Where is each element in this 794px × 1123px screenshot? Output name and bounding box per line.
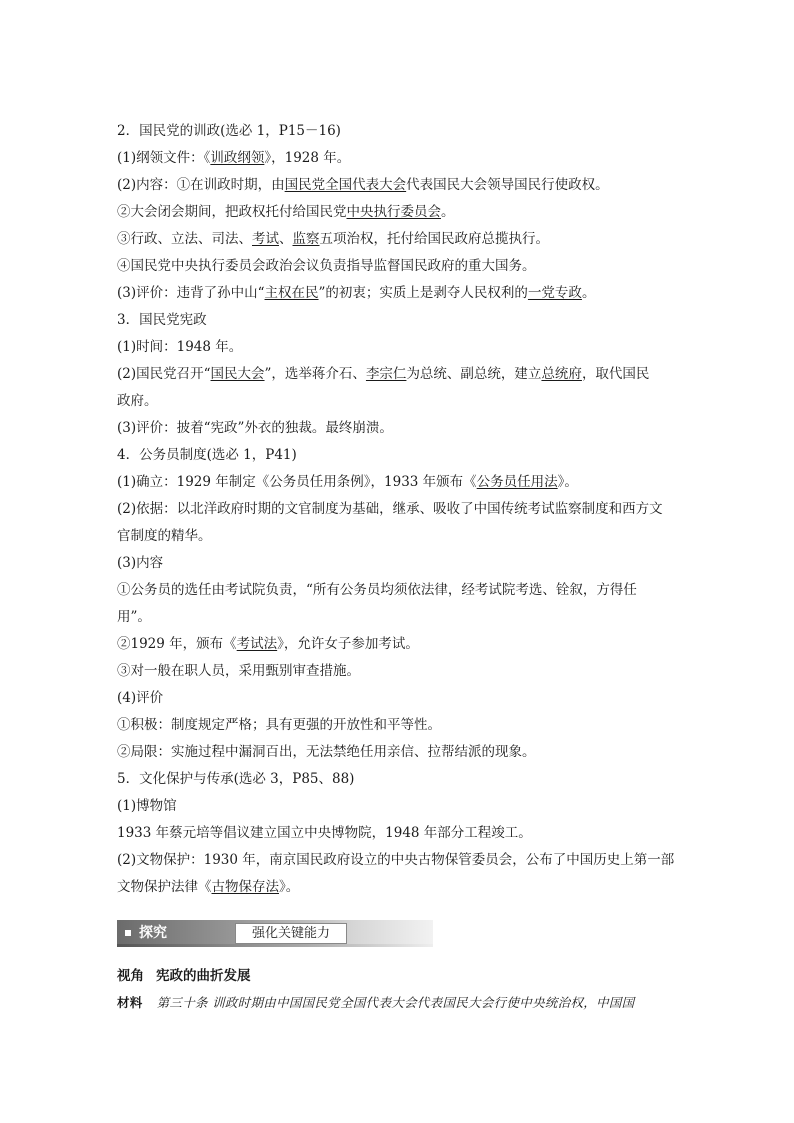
banner-underline xyxy=(117,944,433,947)
section-5-title: 5．文化保护与传承(选必 3，P85、88) xyxy=(117,771,355,787)
sec2-line-1: (1)纲领文件：《训政纲领》，1928 年。 xyxy=(117,150,351,166)
sec4-line-3: (3)内容 xyxy=(117,555,164,571)
sec2-line-3: ②大会闭会期间，把政权托付给国民党中央执行委员会。 xyxy=(117,204,455,220)
view-heading xyxy=(117,967,679,985)
sec4-line-4: ①公务员的选任由考试院负责，“所有公务员均须依法律，经考试院考选、铨叙，方得任 xyxy=(117,582,637,598)
underlined-term: 国民党全国代表大会 xyxy=(284,177,407,193)
sec5-line-1: (1)博物馆 xyxy=(117,798,177,814)
sec3-line-2: (2)国民党召开“国民大会”，选举蒋介石、李宗仁为总统、副总统，建立总统府，取代国民 xyxy=(117,366,650,382)
banner-tag-label: 探究 xyxy=(139,925,167,941)
sec4-line-1: (1)确立：1929 年制定《公务员任用条例》，1933 年颁布《公务员任用法》。 xyxy=(117,474,578,490)
sec5-line-3-cont: 文物保护法律《古物保存法》。 xyxy=(117,879,300,895)
underlined-term: 总统府 xyxy=(541,366,582,382)
underlined-term: 主权在民 xyxy=(264,285,319,301)
sec4-line-7: (4)评价 xyxy=(117,690,164,706)
underlined-term: 一党专政 xyxy=(527,285,582,301)
sec4-line-2: (2)依据：以北洋政府时期的文官制度为基础，继承、吸收了中国传统考试监察制度和西方文 xyxy=(117,501,663,517)
material-line xyxy=(117,994,679,1012)
material-text: 第三十条 训政时期由中国国民党全国代表大会代表国民大会行使中央统治权，中国国 xyxy=(156,995,635,1010)
banner-tag xyxy=(125,923,167,943)
view-title: 宪政的曲折发展 xyxy=(156,968,251,984)
sec4-line-6: ③对一般在职人员，采用甄别审查措施。 xyxy=(117,663,360,679)
banner-subtitle-box xyxy=(235,923,347,944)
underlined-term: 国民大会 xyxy=(210,366,265,382)
sec2-line-6: (3)评价：违背了孙中山“主权在民”的初衷；实质上是剥夺人民权利的一党专政。 xyxy=(117,285,596,301)
view-label: 视角 xyxy=(117,968,144,984)
section-3-title: 3．国民党宪政 xyxy=(117,312,207,328)
sec2-line-4: ③行政、立法、司法、考试、监察五项治权，托付给国民政府总揽执行。 xyxy=(117,231,549,247)
sec4-line-4-cont: 用”。 xyxy=(117,609,151,625)
section-4-title: 4．公务员制度(选必 1，P41) xyxy=(117,447,297,463)
underlined-term: 中央执行委员会 xyxy=(346,204,441,220)
underlined-term: 考试 xyxy=(252,231,279,247)
underlined-term: 李宗仁 xyxy=(365,366,407,382)
sec4-line-9: ②局限：实施过程中漏洞百出，无法禁绝任用亲信、拉帮结派的现象。 xyxy=(117,744,536,760)
sec3-line-2-cont: 政府。 xyxy=(117,393,158,409)
sec2-line-2: (2)内容：①在训政时期，由国民党全国代表大会代表国民大会领导国民行使政权。 xyxy=(117,177,609,193)
sec3-line-1: (1)时间：1948 年。 xyxy=(117,339,243,355)
banner-subtitle: 强化关键能力 xyxy=(251,926,330,941)
sec3-line-3: (3)评价：披着“宪政”外衣的独裁。最终崩溃。 xyxy=(117,420,393,436)
sec5-line-3: (2)文物保护：1930 年，南京国民政府设立的中央古物保管委员会，公布了中国历史上第一部 xyxy=(117,852,675,868)
explore-banner xyxy=(117,920,433,948)
underlined-term: 古物保存法 xyxy=(211,879,279,895)
section-2-title-text: 2．国民党的训政(选必 1，P15－16) xyxy=(117,123,341,139)
underlined-term: 公务员任用法 xyxy=(476,474,558,490)
sec2-line-5: ④国民党中央执行委员会政治会议负责指导监督国民政府的重大国务。 xyxy=(117,258,536,274)
sec5-line-2: 1933 年蔡元培等倡议建立国立中央博物院，1948 年部分工程竣工。 xyxy=(117,825,532,841)
square-bullet-icon xyxy=(125,930,131,936)
underlined-term: 训政纲领 xyxy=(210,150,265,166)
section-2-title xyxy=(117,122,679,140)
sec4-line-8: ①积极：制度规定严格；具有更强的开放性和平等性。 xyxy=(117,717,441,733)
underlined-term: 考试法 xyxy=(236,636,278,652)
sec4-line-5: ②1929 年，颁布《考试法》，允许女子参加考试。 xyxy=(117,636,419,652)
underlined-term: 监察 xyxy=(292,231,320,247)
material-label: 材料 xyxy=(117,995,143,1010)
sec4-line-2-cont: 官制度的精华。 xyxy=(117,528,212,544)
